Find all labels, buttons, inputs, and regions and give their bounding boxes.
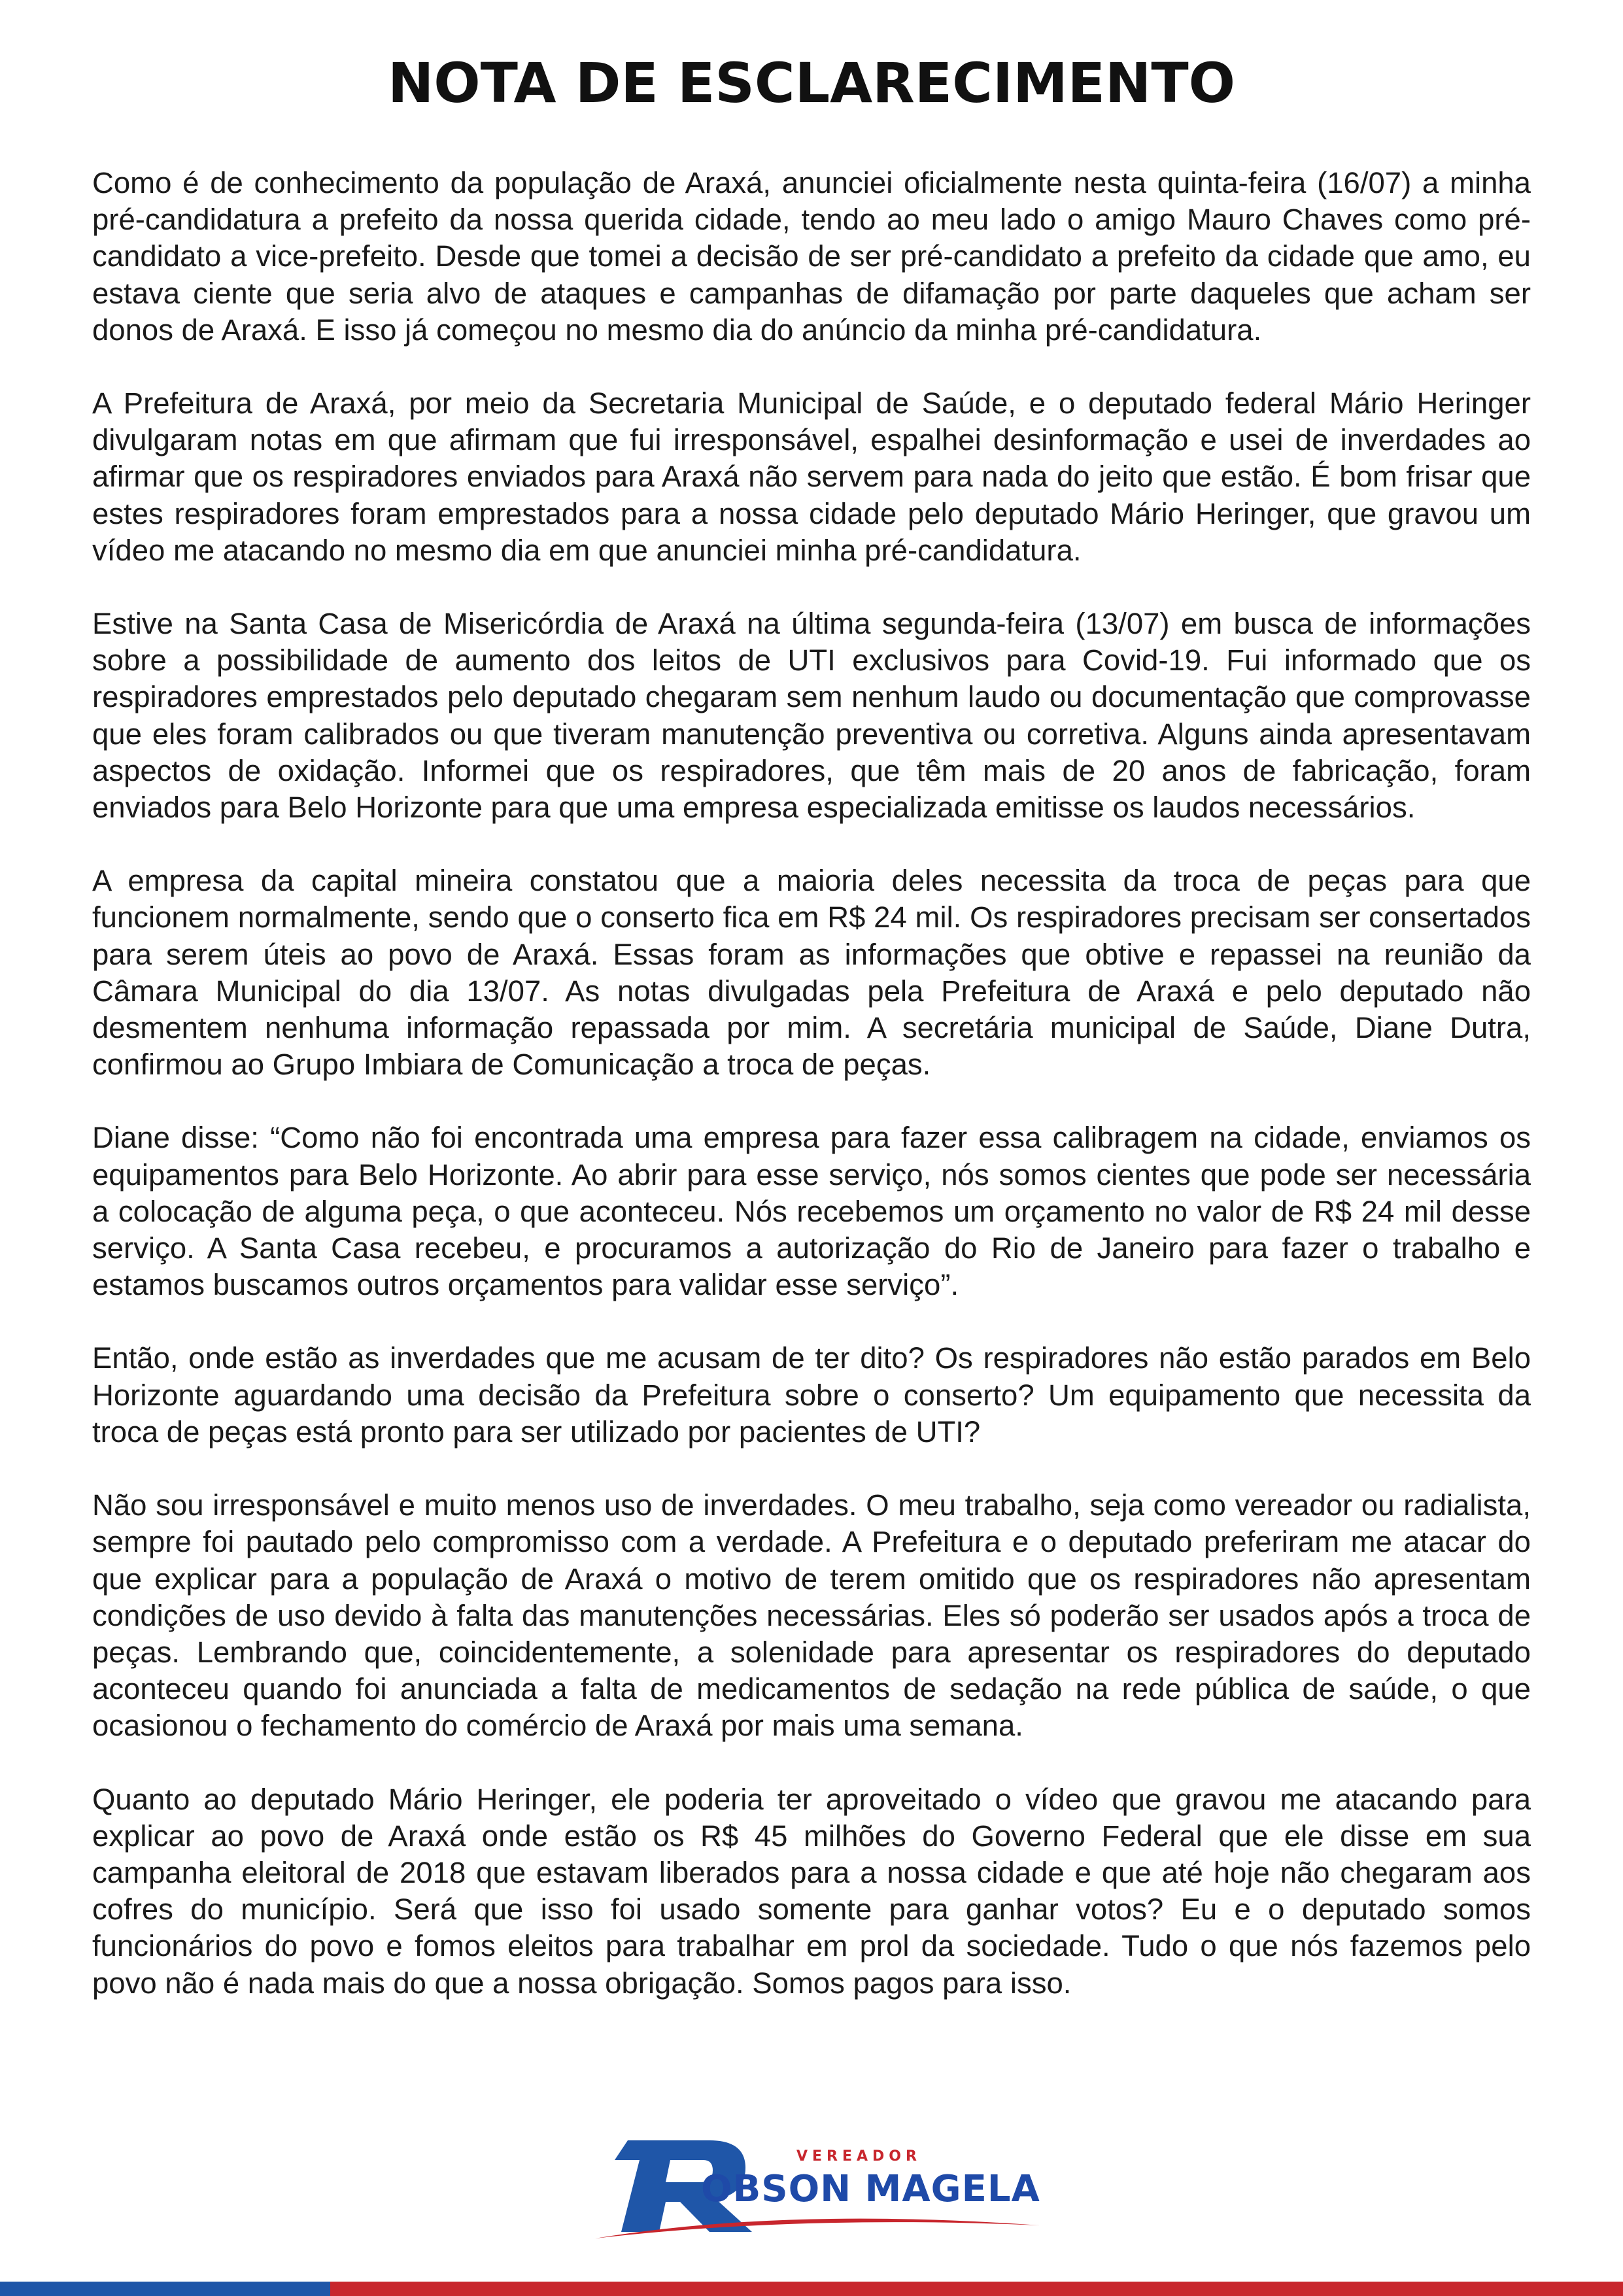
paragraph-5: Diane disse: “Como não foi encontrada uma empresa para fazer essa calibragem na cidade, enviamos os equipamentos para Belo Horizonte. Ao abrir para esse serviço, nós somos cientes que pode ser necessária a colocação de alguma peça, o que aconteceu. Nós recebemos um orçamento no valor de R$ 24 mil desse serviço. A Santa Casa recebeu, e procuramos a autorização do Rio de Janeiro para fazer o trabalho e estamos buscamos outros orçamentos para validar esse serviço”. — [92, 1121, 1531, 1302]
paragraph-4: A empresa da capital mineira constatou que a maioria deles necessita da troca de peças para que funcionem normalmente, sendo que o conserto fica em R$ 24 mil. Os respiradores precisam ser consertados para serem úteis ao povo de Araxá. Essas foram as informações que obtive e repassei na reunião da Câmara Municipal do dia 13/07. As notas divulgadas pela Prefeitura de Araxá e pelo deputado não desmentem nenhuma informação repassada por mim. A secretária municipal de Saúde, Diane Dutra, confirmou ao Grupo Imbiara de Comunicação a troca de peças. — [92, 864, 1531, 1082]
logo-name: OBSON MAGELA — [701, 2168, 1040, 2210]
footer-bar-blue — [0, 2282, 330, 2296]
document-body — [92, 165, 1531, 2038]
paragraph-6: Então, onde estão as inverdades que me acusam de ter dito? Os respiradores não estão parados em Belo Horizonte aguardando uma decisão da Prefeitura sobre o conserto? Um equipamento que necessita da troca de peças está pronto para ser utilizado por pacientes de UTI? — [92, 1341, 1531, 1448]
page-title: NOTA DE ESCLARECIMENTO — [387, 51, 1236, 115]
logo-subtitle: VEREADOR — [796, 2148, 921, 2165]
robson-magela-logo — [589, 2129, 1046, 2240]
paragraph-8: Quanto ao deputado Mário Heringer, ele poderia ter aproveitado o vídeo que gravou me atacando para explicar ao povo de Araxá onde estão os R$ 45 milhões do Governo Federal que ele disse em sua campanha eleitoral de 2018 que estavam liberados para a nossa cidade e que até hoje não chegaram aos cofres do município. Será que isso foi usado somente para ganhar votos? Eu e o deputado somos funcionários do povo e fomos eleitos para trabalhar em prol da sociedade. Tudo o que nós fazemos pelo povo não é nada mais do que a nossa obrigação. Somos pagos para isso. — [92, 1782, 1531, 2000]
paragraph-1: Como é de conhecimento da população de Araxá, anunciei oficialmente nesta quinta-feira (16/07) a minha pré-candidatura a prefeito da nossa querida cidade, tendo ao meu lado o amigo Mauro Chaves como pré-candidato a vice-prefeito. Desde que tomei a decisão de ser pré-candidato a prefeito da cidade que amo, eu estava ciente que seria alvo de ataques e campanhas de difamação por parte daqueles que acham ser donos de Araxá. E isso já começou no mesmo dia do anúncio da minha pré-candidatura. — [92, 166, 1531, 347]
paragraph-3: Estive na Santa Casa de Misericórdia de Araxá na última segunda-feira (13/07) em busca de informações sobre a possibilidade de aumento dos leitos de UTI exclusivos para Covid-19. Fui informado que os respiradores emprestados pelo deputado chegaram sem nenhum laudo ou documentação que comprovasse que eles foram calibrados ou que tiveram manutenção preventiva ou corretiva. Alguns ainda apresentavam aspectos de oxidação. Informei que os respiradores, que têm mais de 20 anos de fabricação, foram enviados para Belo Horizonte para que uma empresa especializada emitisse os laudos necessários. — [92, 607, 1531, 825]
footer-bar-red — [330, 2282, 1623, 2296]
paragraph-2: A Prefeitura de Araxá, por meio da Secretaria Municipal de Saúde, e o deputado federal Mário Heringer divulgaram notas em que afirmam que fui irresponsável, espalhei desinformação e usei de inverdades ao afirmar que os respiradores enviados para Araxá não servem para nada do jeito que estão. É bom frisar que estes respiradores foram emprestados para a nossa cidade pelo deputado Mário Heringer, que gravou um vídeo me atacando no mesmo dia em que anunciei minha pré-candidatura. — [92, 386, 1531, 567]
paragraph-7: Não sou irresponsável e muito menos uso de inverdades. O meu trabalho, seja como vereador ou radialista, sempre foi pautado pelo compromisso com a verdade. A Prefeitura e o deputado preferiram me atacar do que explicar para a população de Araxá o motivo de terem omitido que os respiradores não apresentam condições de uso devido à falta das manutenções necessárias. Eles só poderão ser usados após a troca de peças. Lembrando que, coincidentemente, a solenidade para apresentar os respiradores do deputado aconteceu quando foi anunciada a falta de medicamentos de sedação na rede pública de saúde, o que ocasionou o fechamento do comércio de Araxá por mais uma semana. — [92, 1488, 1531, 1743]
